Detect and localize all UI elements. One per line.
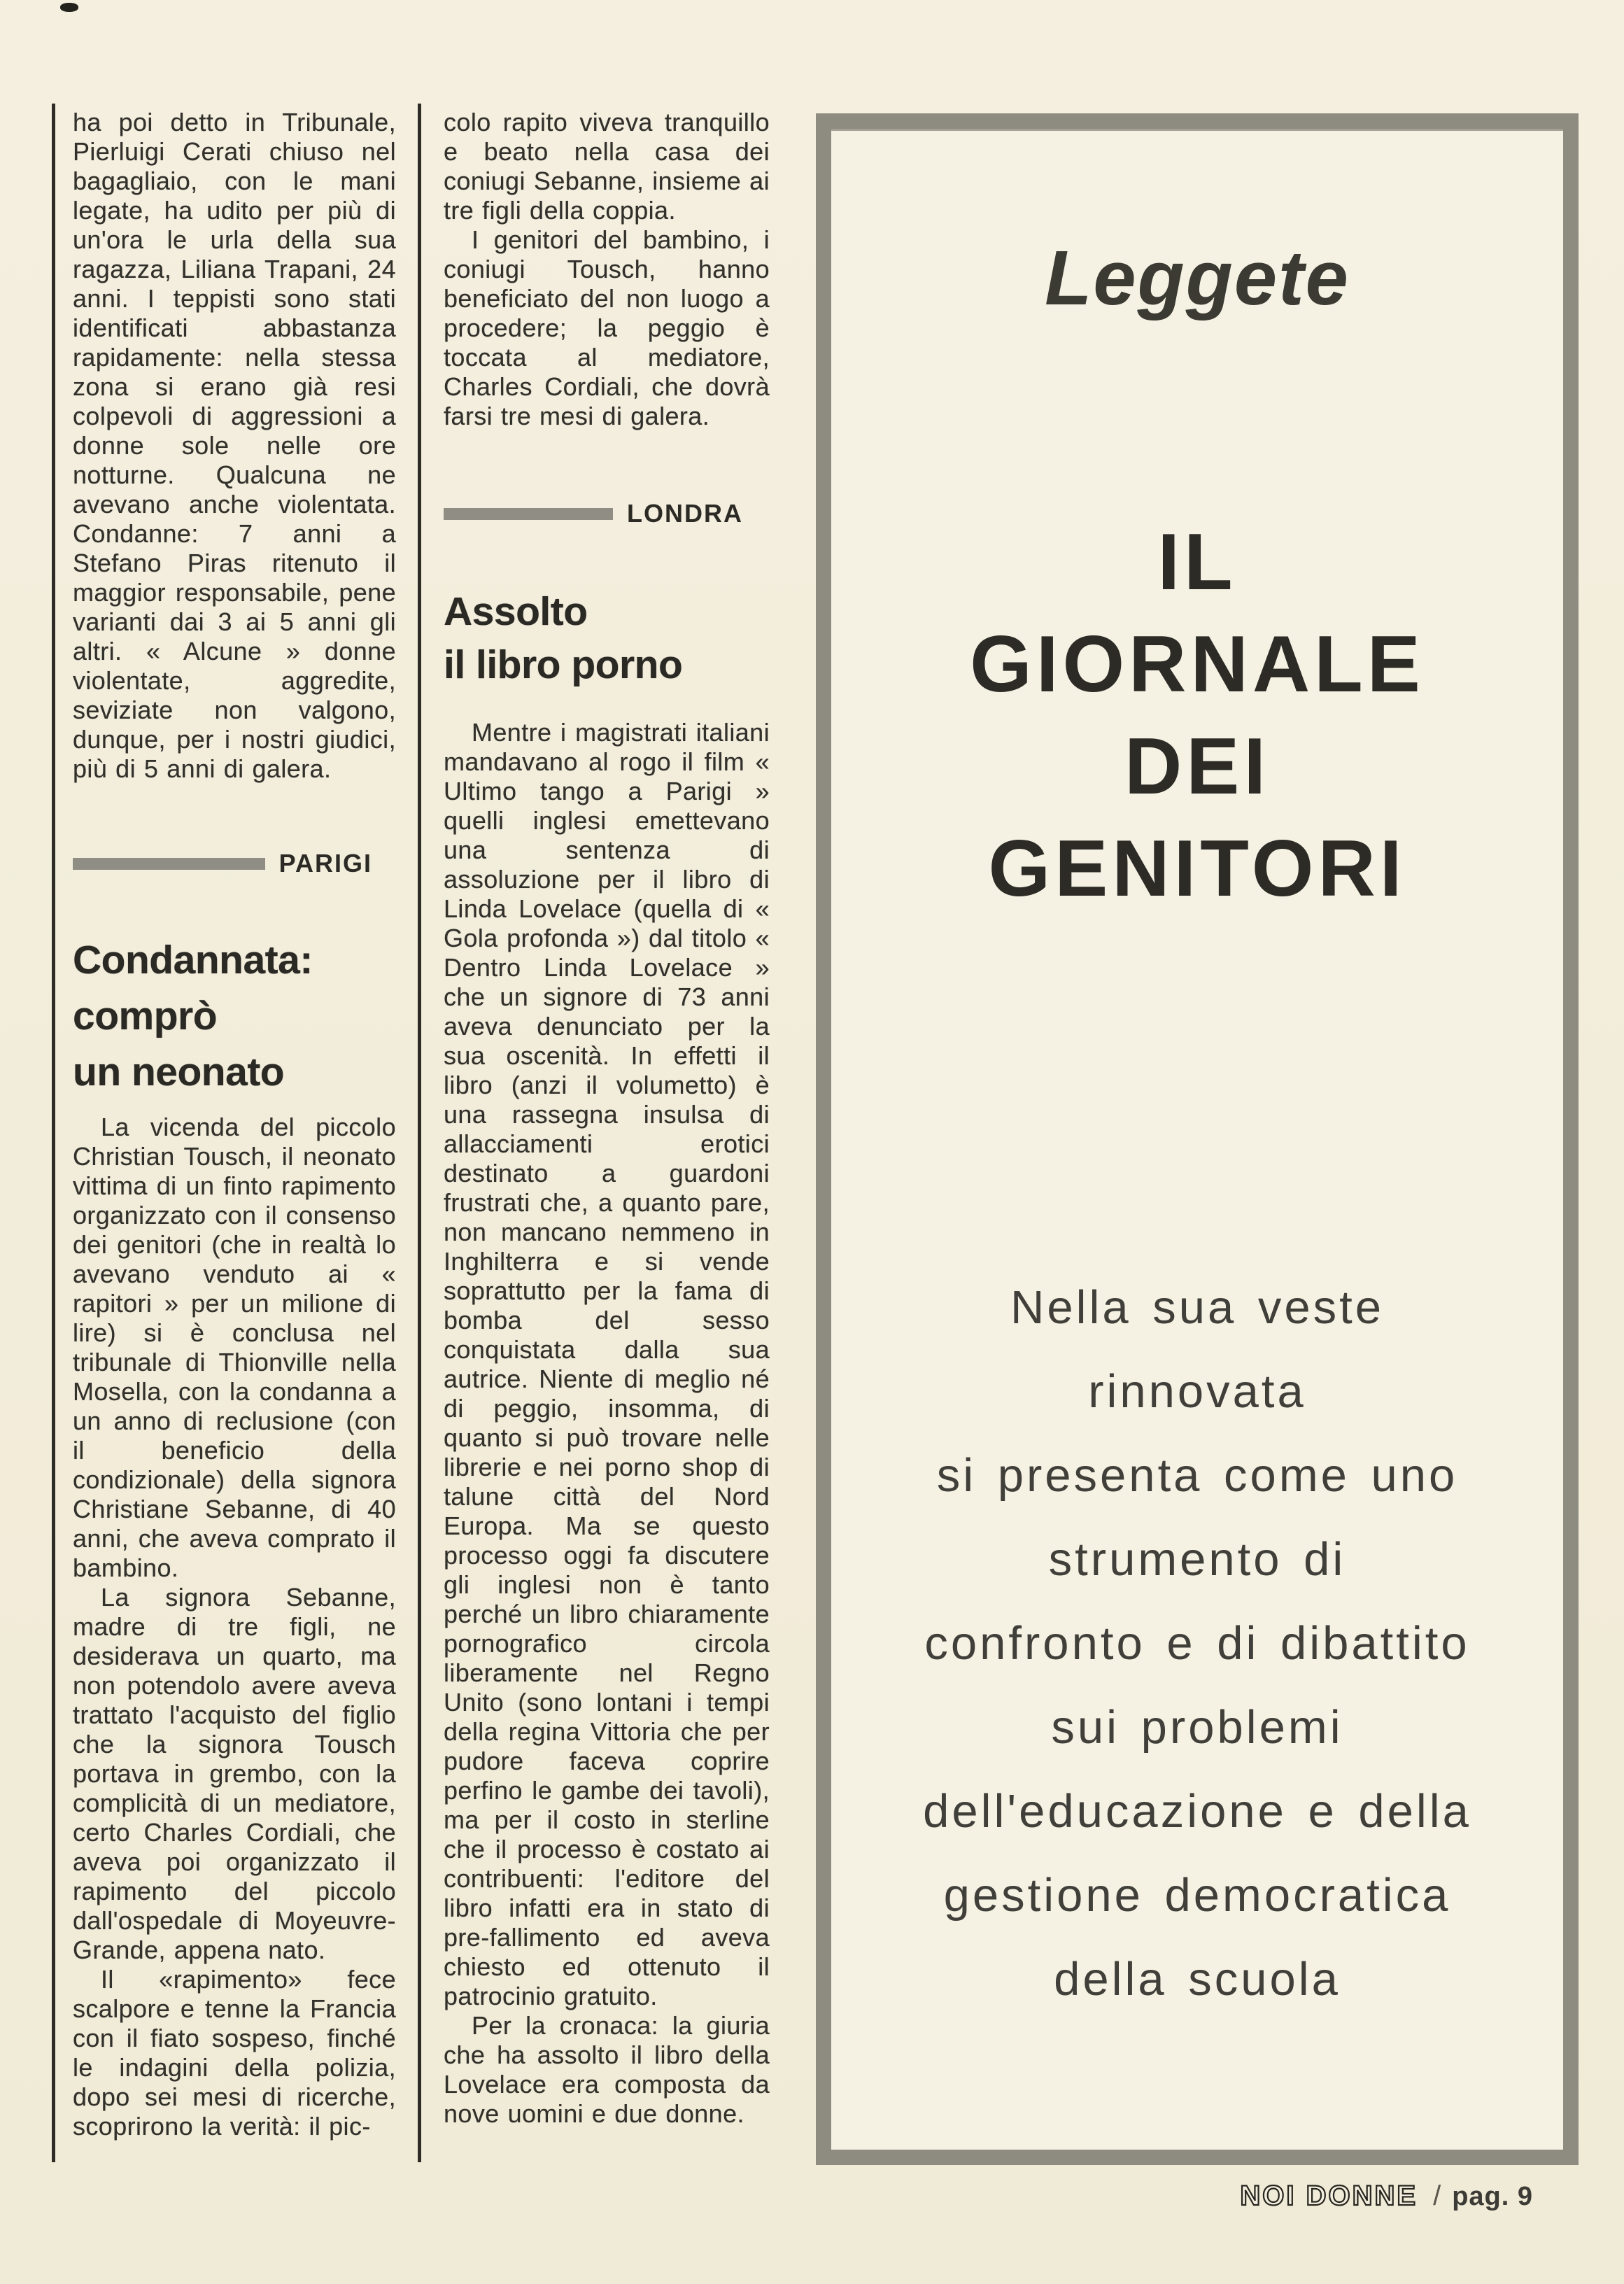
footer-separator: / (1433, 2180, 1441, 2211)
section-rule-icon (73, 858, 265, 870)
ad-kicker: Leggete (1045, 235, 1350, 321)
ad-inner-rule (831, 129, 1563, 131)
headline-line: comprò (73, 994, 218, 1038)
ad-tagline-line: dell'educazione e della (923, 1785, 1471, 1838)
ad-title-line: IL (1157, 518, 1237, 607)
magazine-logo: NOI DONNE (1240, 2180, 1418, 2211)
ad-title (831, 512, 1563, 920)
section-header-parigi (73, 850, 396, 877)
ad-title-line: GIORNALE (970, 620, 1425, 709)
body-paragraph: Per la cronaca: la giuria che ha assolto il libro della Lovelace era composta da nove uomini e due donne. (444, 2011, 770, 2128)
body-paragraph: Mentre i magistrati italiani mandavano al rogo il film « Ultimo tango a Parigi » quelli inglesi emettevano una sentenza di assoluzione per il libro di Linda Lovelace (quella di « Gola profonda ») dal titolo « Dentro Linda Lovelace » che un signore di 73 anni aveva denunciato per la sua oscenità. In effetti il libro (anzi il volumetto) è una rassegna insulsa di allacciamenti erotici destinato a guardoni frustrati che, a quanto pare, non mancano nemmeno in Inghilterra e si vende soprattutto per la fama di bomba del sesso conquistata dalla sua autrice. Niente di meglio né di peggio, insomma, di quanto si può trovare nelle librerie e nei porno shop di talune città del Nord Europa. Ma se questo processo oggi fa discutere gli inglesi non è tanto perché un libro chiaramente pornografico circola liberamente nel Regno Unito (sono lontani i tempi della regina Vittoria che per pudore faceva coprire perfino le gambe dei tavoli), ma per il costo in sterline che il processo è costato ai contribuenti: l'editore del libro infatti era in stato di pre-fallimento ed aveva chiesto ed ottenuto il patrocinio gratuito. (444, 718, 770, 2010)
article-continued-block (444, 108, 770, 431)
headline-line: Assolto (444, 589, 588, 634)
column-rule-left (52, 104, 55, 2162)
headline-line: il libro porno (444, 642, 683, 687)
page-number: pag. 9 (1452, 2182, 1533, 2211)
ad-tagline-line: rinnovata (1088, 1365, 1306, 1418)
body-paragraph: La vicenda del piccolo Christian Tousch, il neonato vittima di un finto rapimento organizzato con il consenso dei genitori (che in realtà lo avevano venduto ai « rapitori » per un milione di lire) si è conclusa nel tribunale di Thionville nella Mosella, con la condanna a un anno di reclusione (con il beneficio della condizionale) della signora Christiane Sebanne, di 40 anni, che aveva comprato il bambino. (73, 1113, 396, 1582)
section-rule-icon (444, 508, 613, 520)
ad-title-line: GENITORI (988, 824, 1406, 913)
headline-condannata (73, 932, 396, 1100)
article-body-parigi (73, 1113, 396, 2141)
ad-tagline-line: sui problemi (1051, 1701, 1343, 1754)
headline-assolto (444, 585, 770, 691)
ad-title-line: DEI (1124, 722, 1271, 811)
headline-line: un neonato (73, 1050, 285, 1094)
middle-column (444, 0, 770, 2284)
ad-tagline-line: strumento di (1048, 1533, 1346, 1586)
section-label-londra: LONDRA (627, 499, 743, 528)
body-paragraph: La signora Sebanne, madre di tre figli, ne desiderava un quarto, ma non potendolo avere aveva trattato l'acquisto del figlio che la signora Tousch portava in grembo, con la complicità di un mediatore, certo Charles Cordiali, che aveva poi organizzato il rapimento del piccolo dall'ospedale di Moyeuvre-Grande, appena nato. (73, 1583, 396, 1964)
ad-tagline-line: Nella sua veste (1010, 1281, 1385, 1334)
page-footer (1240, 2180, 1533, 2212)
column-divider-rule (418, 104, 421, 2162)
house-ad-box (816, 113, 1579, 2165)
left-column (73, 0, 396, 2284)
article-continued-text: colo rapito viveva tranquillo e beato nella casa dei coniugi Sebanne, insieme ai tre figli della coppia. (444, 108, 770, 225)
section-header-londra (444, 500, 770, 528)
body-paragraph: Il «rapimento» fece scalpore e tenne la Francia con il fiato sospeso, finché le indagini della polizia, dopo sei mesi di ricerche, scoprirono la verità: il pic- (73, 1965, 396, 2141)
article-continued-text: ha poi detto in Tribunale, Pierluigi Cerati chiuso nel bagagliaio, con le mani legate, ha udito per più di un'ora le urla della sua ragazza, Liliana Trapani, 24 anni. I teppisti sono stati identificati abbastanza rapidamente: nella stessa zona si erano già resi colpevoli di aggressioni a donne sole nelle ore notturne. Qualcuna ne avevano anche violentata. Condanne: 7 anni a Stefano Piras ritenuto il maggior responsabile, pene varianti dai 3 ai 5 anni gli altri. « Alcune » donne violentate, aggredite, seviziate non valgono, dunque, per i nostri giudici, più di 5 anni di galera. (73, 108, 396, 783)
article-body-londra (444, 718, 770, 2129)
ad-tagline-line: gestione democratica (943, 1869, 1451, 1922)
ad-tagline-line: della scuola (1054, 1953, 1341, 2005)
ad-tagline-line: si presenta come uno (936, 1449, 1458, 1502)
ad-tagline-line: confronto e di dibattito (924, 1617, 1470, 1670)
body-paragraph: I genitori del bambino, i coniugi Tousch, hanno beneficiato del non luogo a procedere; la peggio è toccata al mediatore, Charles Cordiali, che dovrà farsi tre mesi di galera. (444, 225, 770, 430)
headline-line: Condannata: (73, 938, 313, 982)
section-label-parigi: PARIGI (278, 849, 372, 877)
ad-tagline (831, 1266, 1563, 2022)
